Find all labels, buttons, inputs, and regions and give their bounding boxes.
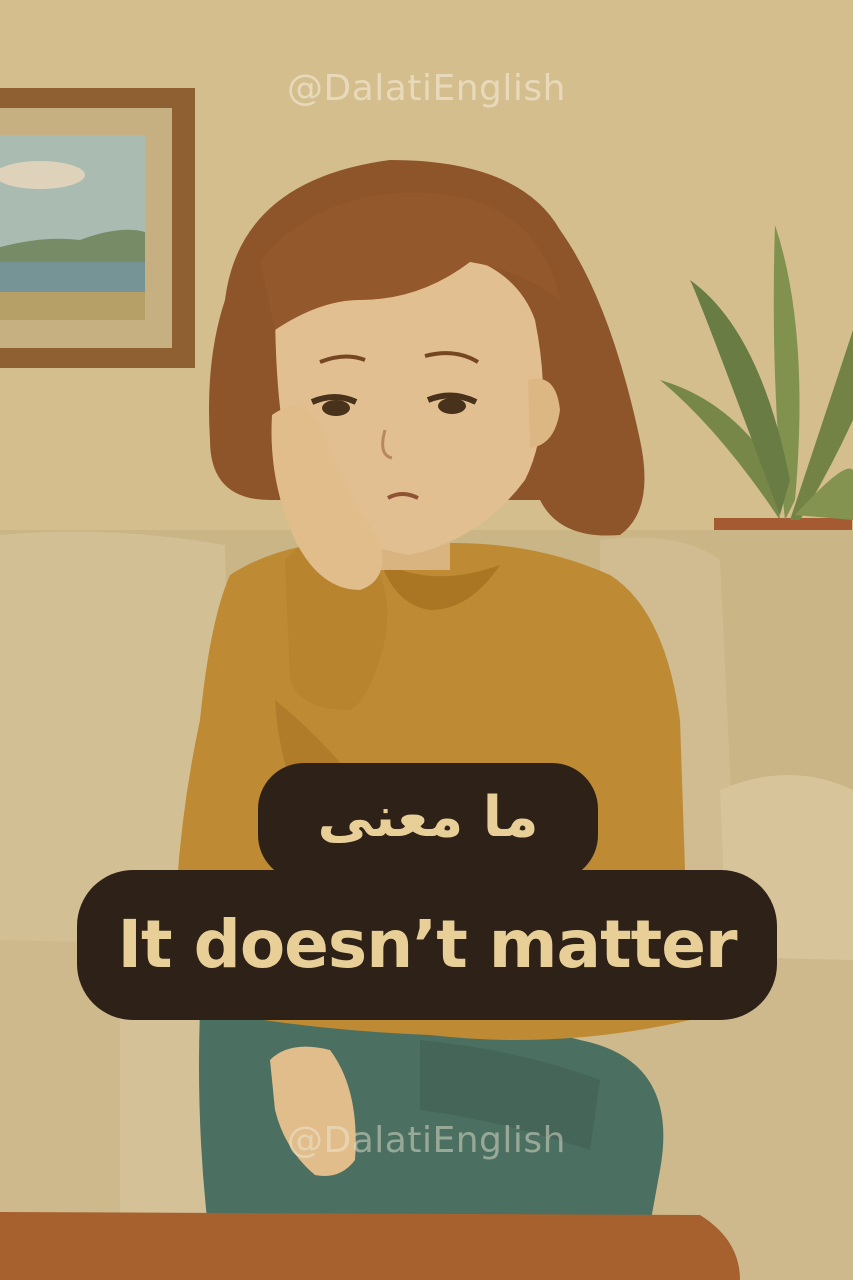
caption-arabic: ما معنى <box>258 763 598 881</box>
caption-english: It doesn’t matter <box>77 870 777 1020</box>
watermark-top: @DalatiEnglish <box>287 68 566 109</box>
watermark-bottom: @DalatiEnglish <box>287 1120 566 1161</box>
